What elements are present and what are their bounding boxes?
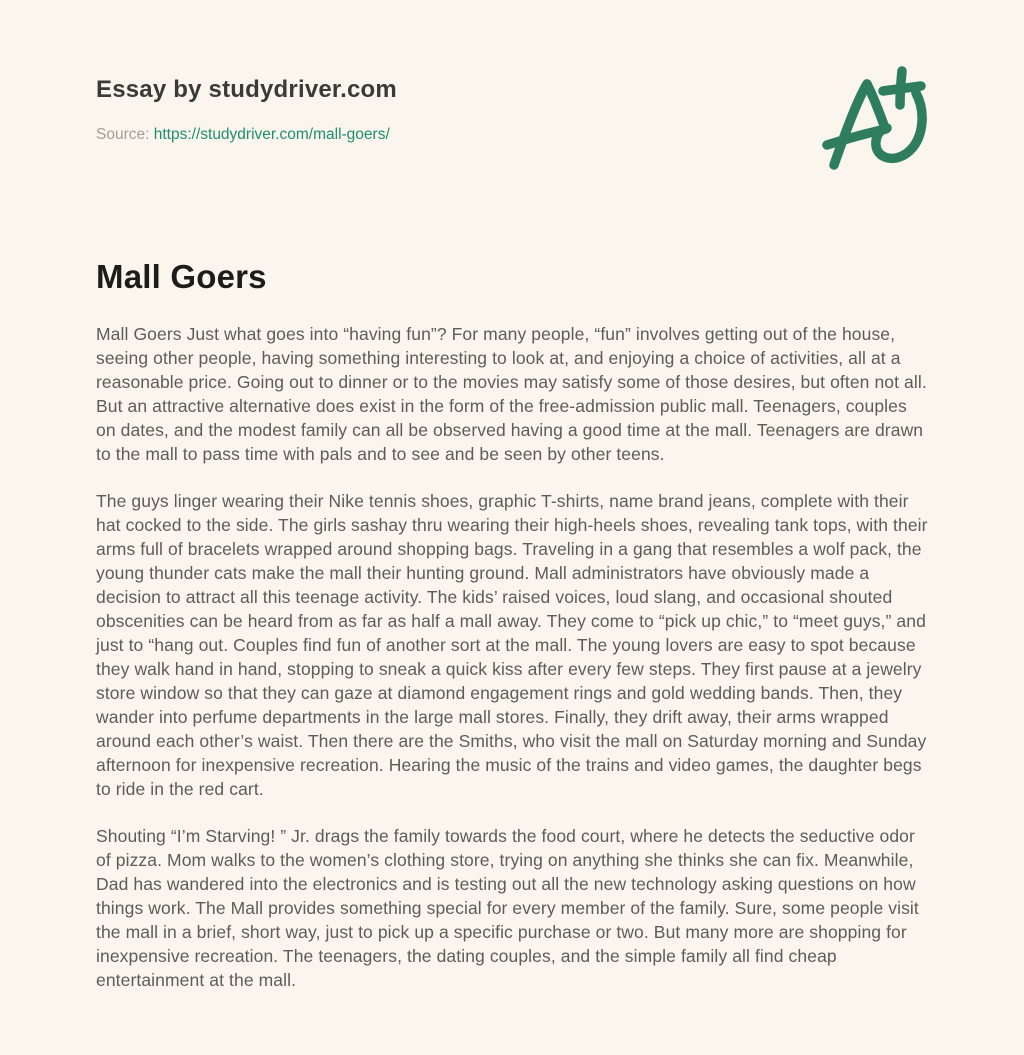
studydriver-a-plus-logo-icon [820, 64, 938, 174]
essay-body [96, 322, 928, 992]
essay-paragraph-2: The guys linger wearing their Nike tennis shoes, graphic T-shirts, name brand jeans, complete with their hat cocked to the side. The girls sashay thru wearing their high-heels shoes, revealing tank tops, with their arms full of bracelets wrapped around shopping bags. Traveling in a gang that resembles a wolf pack, the young thunder cats make the mall their hunting ground. Mall administrators have obviously made a decision to attract all this teenage activity. The kids’ raised voices, loud slang, and occasional shouted obscenities can be heard from as far as half a mall away. They come to “pick up chic,” to “meet guys,” and just to “hang out. Couples find fun of another sort at the mall. The young lovers are easy to spot because they walk hand in hand, stopping to sneak a quick kiss after every few steps. They first pause at a jewelry store window so that they can gaze at diamond engagement rings and gold wedding bands. Then, they wander into perfume departments in the large mall stores. Finally, they drift away, their arms wrapped around each other’s waist. Then there are the Smiths, who visit the mall on Saturday morning and Sunday afternoon for inexpensive recreation. Hearing the music of the trains and video games, the daughter begs to ride in the red cart. [96, 491, 928, 799]
header-title: Essay by studydriver.com [96, 76, 397, 103]
essay-content [96, 258, 928, 992]
essay-paragraph-3: Shouting “I’m Starving! ” Jr. drags the family towards the food court, where he detects the seductive odor of pizza. Mom walks to the women’s clothing store, trying on anything she thinks she can fix. Meanwhile, Dad has wandered into the electronics and is testing out all the new technology asking questions on how things work. The Mall provides something special for every member of the family. Sure, some people visit the mall in a brief, short way, just to pick up a specific purchase or two. But many more are shopping for inexpensive recreation. The teenagers, the dating couples, and the simple family all find cheap entertainment at the mall. [96, 826, 919, 990]
essay-paragraph-1: Mall Goers Just what goes into “having fun”? For many people, “fun” involves getting out of the house, seeing other people, having something interesting to look at, and enjoying a choice of activities, all at a reasonable price. Going out to dinner or to the movies may satisfy some of those desires, but often not all. But an attractive alternative does exist in the form of the free-admission public mall. Teenagers, couples on dates, and the modest family can all be observed having a good time at the mall. Teenagers are drawn to the mall to pass time with pals and to see and be seen by other teens. [96, 324, 927, 464]
source-link[interactable]: https://studydriver.com/mall-goers/ [153, 126, 390, 143]
essay-title: Mall Goers [96, 258, 267, 295]
document-header [96, 64, 928, 224]
source-label: Source: [96, 126, 150, 143]
source-line [96, 126, 928, 144]
